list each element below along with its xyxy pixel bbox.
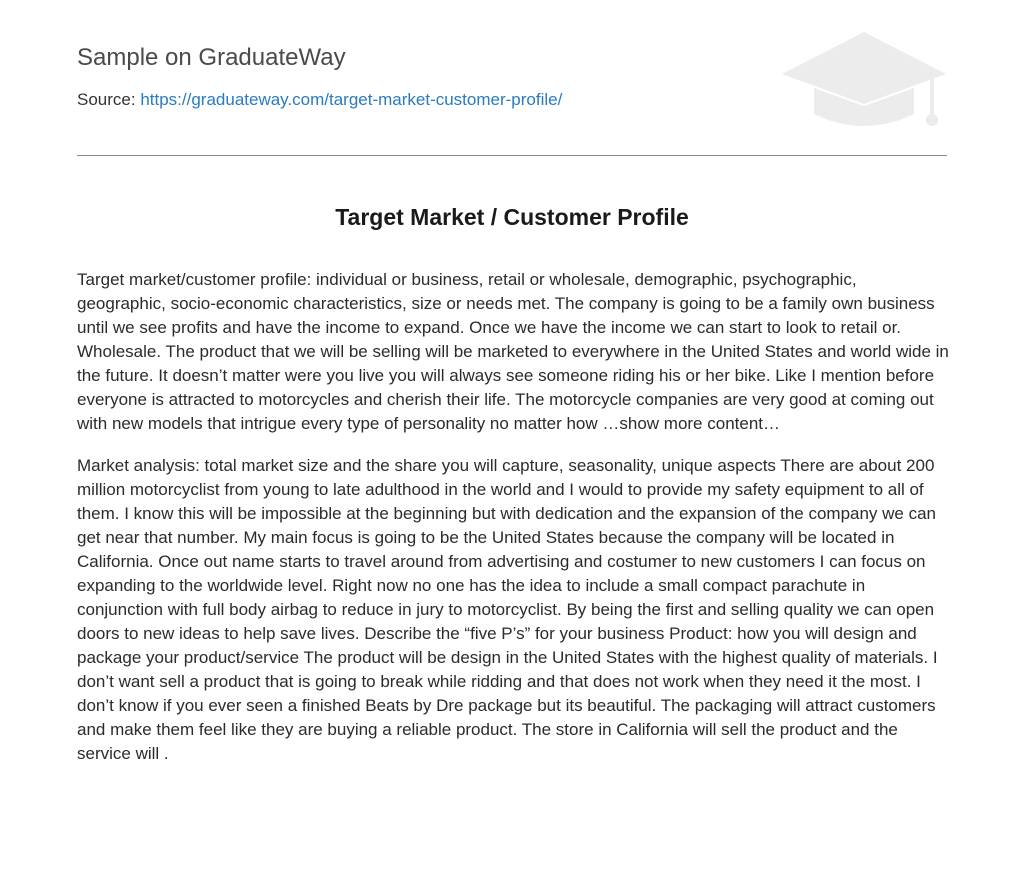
graduation-cap-icon [780,30,948,134]
source-label: Source: [77,90,141,109]
show-more-link[interactable]: …show more content… [602,414,781,433]
page-header [77,0,947,156]
source-line [77,90,562,110]
document-title: Target Market / Customer Profile [335,204,689,230]
paragraph-1-text: Target market/customer profile: individual or business, retail or wholesale, demographic, psychographic, geographic, socio-economic characteristics, size or needs met. The company is going to be a family own business until we see profits and have the income to expand. Once we have the income we can start to look to retail or. Wholesale. The product that we will be selling will be marketed to everywhere in the United States and world wide in the future. It doesn’t matter were you live you will always see someone riding his or her bike. Like I mention before everyone is attracted to motorcycles and cherish their life. The motorcycle companies are very good at coming out with new models that intrigue every type of personality no matter how [77,270,949,433]
paragraph-2: Market analysis: total market size and the share you will capture, seasonality, unique aspects There are about 200 million motorcyclist from young to late adulthood in the world and I would to provide my safety equipment to all of them. I know this will be impossible at the beginning but with dedication and the expansion of the company we can get near that number. My main focus is going to be the United States because the company will be located in California. Once out name starts to travel around from advertising and costumer to new customers I can focus on expanding to the worldwide level. Right now no one has the idea to include a small compact parachute in conjunction with full body airbag to reduce in jury to motorcyclist. By being the first and selling quality we can open doors to new ideas to help save lives. Describe the “five P’s” for your business Product: how you will design and package your product/service The product will be design in the United States with the highest quality of materials. I don’t want sell a product that is going to break while ridding and that does not work when they need it the most. I don’t know if you ever seen a finished Beats by Dre package but its beautiful. The packaging will attract customers and make them feel like they are buying a reliable product. The store in California will sell the product and the service will . [77,456,938,763]
document-body [77,268,949,784]
paragraph-1 [77,268,949,436]
source-link[interactable]: https://graduateway.com/target-market-customer-profile/ [140,90,563,109]
site-title: Sample on GraduateWay [77,44,346,71]
